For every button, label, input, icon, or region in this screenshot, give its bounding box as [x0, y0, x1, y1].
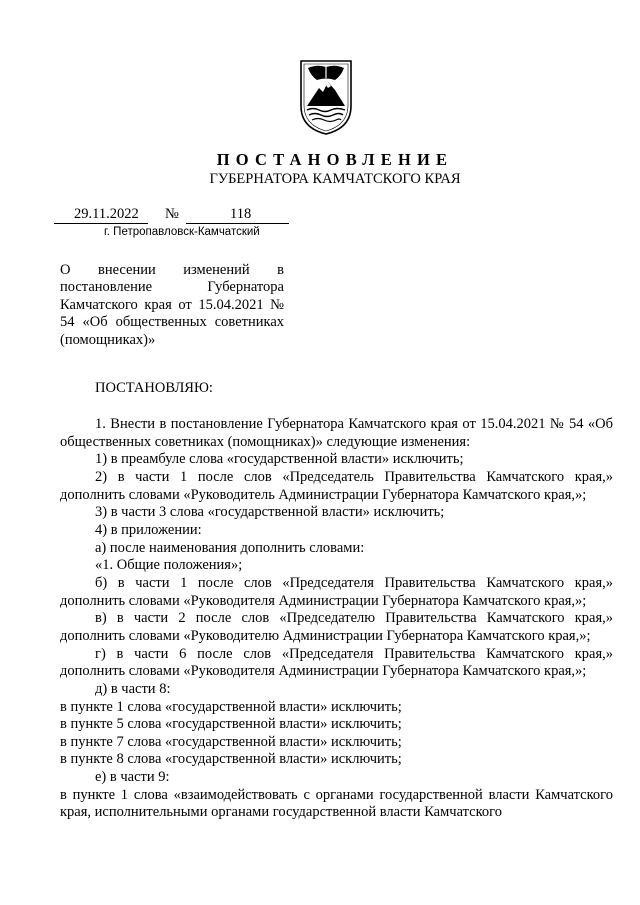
document-number: 118: [230, 206, 252, 222]
paragraph: 1. Внести в постановление Губернатора Камчатского края от 15.04.2021 № 54 «Об общественных советниках (помощниках)» следующие изменения:: [60, 416, 613, 450]
paragraph: б) в части 1 после слов «Председателя Правительства Камчатского края,» дополнить словами «Руководителя Администрации Губернатора Камчатского края,»;: [60, 574, 613, 609]
kamchatka-coat-of-arms: [297, 58, 355, 136]
paragraph: д) в части 8:: [95, 680, 171, 697]
paragraph: 2) в части 1 после слов «Председатель Правительства Камчатского края,» дополнить словами «Руководитель Администрации Губернатора Камчатского края,»;: [60, 468, 613, 503]
paragraph: в пункте 1 слова «государственной власти» исключить;: [60, 698, 402, 715]
paragraph: е) в части 9:: [95, 769, 170, 786]
paragraph: 4) в приложении:: [95, 521, 202, 538]
document-city: г. Петропавловск-Камчатский: [104, 226, 260, 238]
paragraph: 3) в части 3 слова «государственной власти» исключить;: [95, 504, 445, 521]
paragraph: в пункте 7 слова «государственной власти» исключить;: [60, 733, 402, 750]
paragraph: в пункте 8 слова «государственной власти» исключить;: [60, 751, 402, 768]
paragraph: «1. Общие положения»;: [95, 557, 243, 574]
date-underline: [54, 223, 148, 224]
number-sign: №: [165, 206, 179, 222]
document-body: [60, 416, 613, 822]
decree-word: ПОСТАНОВЛЯЮ:: [95, 380, 213, 396]
document-date: 29.11.2022: [74, 206, 139, 222]
document-subtitle: ГУБЕРНАТОРА КАМЧАТСКОГО КРАЯ: [209, 171, 461, 187]
paragraph: 1) в преамбуле слова «государственной власти» исключить;: [95, 451, 464, 468]
document-subject: О внесении изменений в постановление Губернатора Камчатского края от 15.04.2021 № 54 «Об общественных советниках (помощниках)»: [60, 262, 284, 348]
paragraph: в пункте 5 слова «государственной власти» исключить;: [60, 716, 402, 733]
paragraph: г) в части 6 после слов «Председателя Правительства Камчатского края,» дополнить словами «Руководителя Администрации Губернатора Камчатского края,»;: [60, 645, 613, 680]
number-underline: [186, 223, 289, 224]
paragraph: в) в части 2 после слов «Председателю Правительства Камчатского края,» дополнить словами «Руководителю Администрации Губернатора Камчатского края,»;: [60, 610, 613, 644]
document-title: ПОСТАНОВЛЕНИЕ: [216, 150, 454, 169]
paragraph: а) после наименования дополнить словами:: [95, 539, 365, 556]
paragraph: в пункте 1 слова «взаимодействовать с органами государственной власти Камчатского края, исполнительными органами государственной власти Камчатского: [60, 786, 613, 821]
